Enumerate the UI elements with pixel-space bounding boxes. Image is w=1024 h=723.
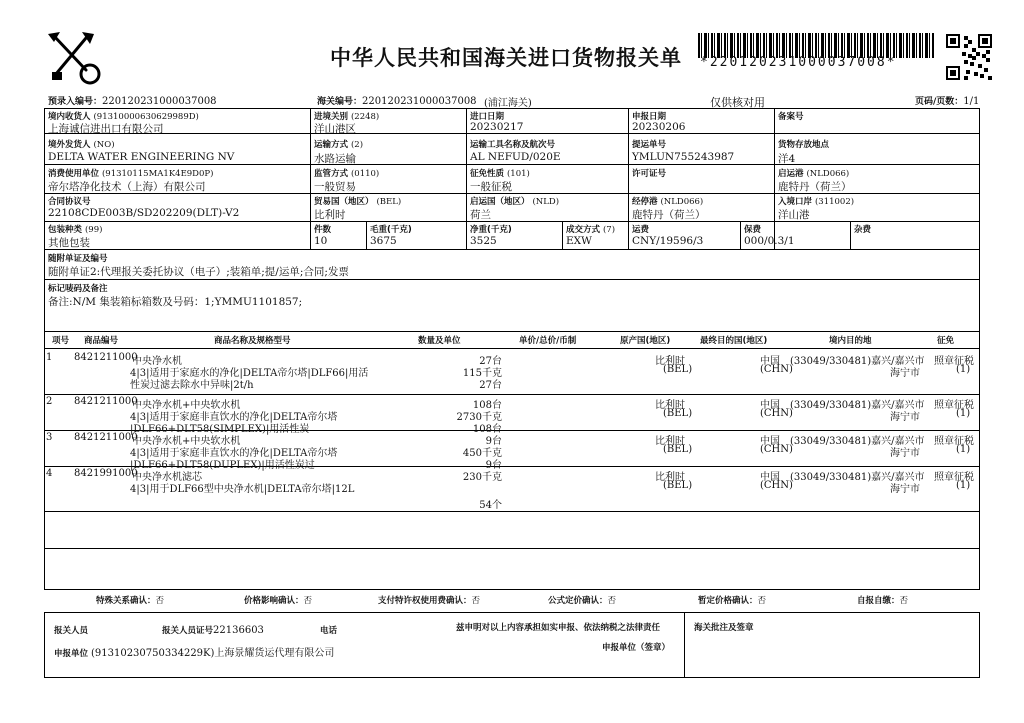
storage-label: 货物存放地点 [778, 140, 830, 150]
bl-label: 提运单号 [632, 140, 667, 150]
goods-dest: 中国 [760, 400, 780, 411]
goods-origin-code: (BEL) [663, 408, 693, 419]
goods-name3: 性炭过滤去除水中异味|2t/h [130, 380, 254, 391]
goods-dest-code: (CHN) [760, 408, 793, 419]
goods-levy1: 照章征税 [934, 400, 974, 411]
goods-origin-code: (BEL) [663, 364, 693, 375]
goods-code: 8421991000 [74, 468, 138, 479]
goods-q3: 108台 [472, 424, 502, 435]
goods-dest: 中国 [760, 356, 780, 367]
page-count: 页码/页数：1/1 [915, 96, 980, 107]
customs-office: (浦江海关) [484, 98, 532, 109]
special-relation-confirm: 特殊关系确认：否 [96, 596, 165, 606]
goods-dom2: 海宁市 [890, 412, 920, 423]
import-date-label: 进口日期 [470, 112, 505, 122]
goods-dest-code: (CHN) [760, 444, 793, 455]
goods-q3: 54个 [479, 500, 502, 511]
formula-price-confirm: 公式定价确认：否 [548, 596, 617, 606]
goods-name2: 4|3|适用于家庭非直饮水的净化|DELTA帝尔塔 [130, 448, 338, 459]
goods-dom1: (33049/330481)嘉兴/嘉兴市 [790, 436, 925, 447]
goods-header-domestic: 境内目的地 [829, 336, 872, 346]
goods-dest-code: (CHN) [760, 364, 793, 375]
goods-code: 8421211000 [74, 352, 138, 363]
deal-mode-label: 成交方式 (7) [566, 225, 616, 235]
legal-statement: 兹申明对以上内容承担如实申报、依法纳税之法律责任 [456, 623, 661, 633]
supervision-value: 一般贸易 [314, 181, 356, 193]
departure-port-label: 启运港 (NLD066) [778, 169, 850, 179]
qr-code [946, 34, 992, 80]
goods-header-dest: 最终目的国(地区) [700, 336, 768, 346]
declare-unit-seal: 申报单位（签章） [602, 643, 671, 653]
vessel-label: 运输工具名称及航次号 [470, 140, 556, 150]
declare-date-label: 申报日期 [632, 112, 667, 122]
vessel-value: AL NEFUD/020E [470, 151, 561, 163]
goods-q2: 115千克 [462, 368, 502, 379]
goods-name2: 4|3|适用于家庭水的净化|DELTA帝尔塔|DLF66|用活 [130, 368, 369, 379]
trade-country-value: 比利时 [314, 209, 346, 221]
goods-header-levy: 征免 [937, 336, 955, 346]
consumer-value: 帝尔塔净化技术（上海）有限公司 [48, 181, 206, 193]
goods-q1: 27台 [479, 356, 502, 367]
bl-value: YMLUN755243987 [632, 151, 735, 163]
storage-value: 洋4 [778, 153, 796, 165]
transit-port-value: 鹿特丹（荷兰） [632, 209, 706, 221]
package-type-label: 包装种类 (99) [48, 225, 103, 235]
goods-name1: 中央净水机+中央软水机 [132, 436, 241, 447]
pieces-label: 件数 [314, 225, 332, 235]
barcode-text: *220120231000037008* [700, 55, 897, 70]
goods-header-qty: 数量及单位 [418, 336, 461, 346]
goods-dom1: (33049/330481)嘉兴/嘉兴市 [790, 400, 925, 411]
docs-value: 随附单证2:代理报关委托协议（电子）;装箱单;提/运单;合同;发票 [48, 266, 349, 278]
goods-q1: 9台 [485, 436, 502, 447]
goods-levy1: 照章征税 [934, 436, 974, 447]
pre-entry-no: 预录入编号：220120231000037008 [48, 96, 217, 107]
goods-dest: 中国 [760, 472, 780, 483]
goods-name3: |DLF66+DLT58(SIMPLEX)|用活性炭 [130, 424, 310, 435]
customs-no: 海关编号：220120231000037008 [317, 96, 477, 107]
goods-name1: 中央净水机 [132, 356, 182, 367]
insurance-value: 000/0.3/1 [744, 235, 795, 247]
provisional-price-confirm: 暂定价格确认：否 [698, 596, 767, 606]
verification-note: 仅供核对用 [710, 96, 765, 109]
deal-mode-value: EXW [566, 235, 592, 247]
declarant-label: 报关人员 [54, 626, 89, 636]
goods-dom1: (33049/330481)嘉兴/嘉兴市 [790, 472, 925, 483]
page-title: 中华人民共和国海关进口货物报关单 [330, 46, 682, 70]
goods-header-code: 商品编号 [84, 336, 119, 346]
goods-origin: 比利时 [655, 400, 685, 411]
goods-no: 3 [46, 432, 53, 443]
origin-country-label: 启运国（地区） (NLD) [470, 197, 560, 207]
goods-header-name: 商品名称及规格型号 [214, 336, 291, 346]
contract-label: 合同协议号 [48, 197, 91, 207]
goods-levy1: 照章征税 [934, 472, 974, 483]
net-value: 3525 [470, 235, 497, 247]
consignee-value: 上海诚信进出口有限公司 [48, 123, 164, 135]
origin-country-value: 荷兰 [470, 209, 491, 221]
customs-emblem-icon [46, 30, 108, 88]
goods-name1: 中央净水机+中央软水机 [132, 400, 241, 411]
goods-origin: 比利时 [655, 436, 685, 447]
gross-value: 3675 [370, 235, 397, 247]
marks-label: 标记唛码及备注 [48, 284, 108, 294]
entry-port-label: 进境关别 (2248) [314, 112, 380, 122]
docs-label: 随附单证及编号 [48, 254, 108, 264]
goods-levy2: (1) [956, 408, 971, 419]
shipper-value: DELTA WATER ENGINEERING NV [48, 151, 235, 163]
package-type-value: 其他包装 [48, 237, 90, 249]
goods-name1: 中央净水机滤芯 [132, 472, 202, 483]
goods-origin-code: (BEL) [663, 480, 693, 491]
transport-mode-label: 运输方式 (2) [314, 140, 364, 150]
record-no-label: 备案号 [778, 112, 804, 122]
goods-name2: 4|3|用于DLF66型中央净水机|DELTA帝尔塔|12L [130, 484, 355, 495]
goods-header-no: 项号 [52, 336, 70, 346]
transport-mode-value: 水路运输 [314, 153, 356, 165]
license-label: 许可证号 [632, 169, 667, 179]
self-declare-confirm: 自报自缴：否 [857, 596, 909, 606]
goods-code: 8421211000 [74, 396, 138, 407]
goods-levy1: 照章征税 [934, 356, 974, 367]
goods-origin: 比利时 [655, 356, 685, 367]
marks-value: 备注:N/M 集装箱标箱数及号码：1;YMMU1101857; [48, 296, 303, 308]
declarant-no: 报关人员证号22136603 [162, 625, 264, 636]
trade-country-label: 贸易国（地区） (BEL) [314, 197, 402, 207]
royalty-confirm: 支付特许权使用费确认：否 [378, 596, 481, 606]
price-impact-confirm: 价格影响确认：否 [244, 596, 313, 606]
freight-value: CNY/19596/3 [632, 235, 704, 247]
net-label: 净重(千克) [470, 225, 512, 235]
goods-dom1: (33049/330481)嘉兴/嘉兴市 [790, 356, 925, 367]
goods-name2: 4|3|适用于家庭非直饮水的净化|DELTA帝尔塔 [130, 412, 338, 423]
phone-label: 电话 [320, 626, 338, 636]
goods-levy2: (1) [956, 480, 971, 491]
goods-dest-code: (CHN) [760, 480, 793, 491]
goods-levy2: (1) [956, 444, 971, 455]
freight-label: 运费 [632, 225, 650, 235]
goods-dom2: 海宁市 [890, 448, 920, 459]
goods-no: 1 [46, 352, 53, 363]
goods-q3: 9台 [485, 460, 502, 471]
goods-no: 2 [46, 396, 53, 407]
goods-q3: 27台 [479, 380, 502, 391]
goods-q2: 2730千克 [456, 412, 502, 423]
goods-header-price: 单价/总价/币制 [519, 336, 577, 346]
goods-no: 4 [46, 468, 53, 479]
pieces-value: 10 [314, 235, 328, 247]
goods-dest: 中国 [760, 436, 780, 447]
levy-label: 征免性质 (101) [470, 169, 530, 179]
goods-origin-code: (BEL) [663, 444, 693, 455]
goods-dom2: 海宁市 [890, 368, 920, 379]
goods-origin: 比利时 [655, 472, 685, 483]
customs-approval-label: 海关批注及签章 [694, 623, 754, 633]
consignee-label: 境内收货人 (91310000630629989D) [48, 112, 199, 122]
goods-name3: |DLF66+DLT58(DUPLEX)|用活性炭过 [130, 460, 315, 471]
goods-header-origin: 原产国(地区) [620, 336, 671, 346]
levy-value: 一般征税 [470, 181, 512, 193]
departure-port-value: 鹿特丹（荷兰） [778, 181, 852, 193]
entry-place-label: 入境口岸 (311002) [778, 197, 855, 207]
goods-levy2: (1) [956, 364, 971, 375]
goods-q1: 230千克 [462, 472, 502, 483]
goods-dom2: 海宁市 [890, 484, 920, 495]
entry-port-value: 洋山港区 [314, 123, 356, 135]
supervision-label: 监管方式 (0110) [314, 169, 380, 179]
transit-port-label: 经停港 (NLD066) [632, 197, 704, 207]
goods-code: 8421211000 [74, 432, 138, 443]
insurance-label: 保费 [744, 225, 762, 235]
declare-unit: 申报单位 (91310230750334229K)上海景耀货运代理有限公司 [54, 648, 335, 659]
gross-label: 毛重(千克) [370, 225, 412, 235]
consumer-label: 消费使用单位 (91310115MA1K4E9D0P) [48, 169, 214, 179]
declare-date-value: 20230206 [632, 121, 686, 133]
goods-q2: 450千克 [462, 448, 502, 459]
shipper-label: 境外发货人 (NO) [48, 140, 115, 150]
contract-value: 22108CDE003B/SD202209(DLT)-V2 [48, 207, 240, 219]
entry-place-value: 洋山港 [778, 209, 810, 221]
goods-q1: 108台 [472, 400, 502, 411]
misc-label: 杂费 [854, 225, 872, 235]
import-date-value: 20230217 [470, 121, 524, 133]
